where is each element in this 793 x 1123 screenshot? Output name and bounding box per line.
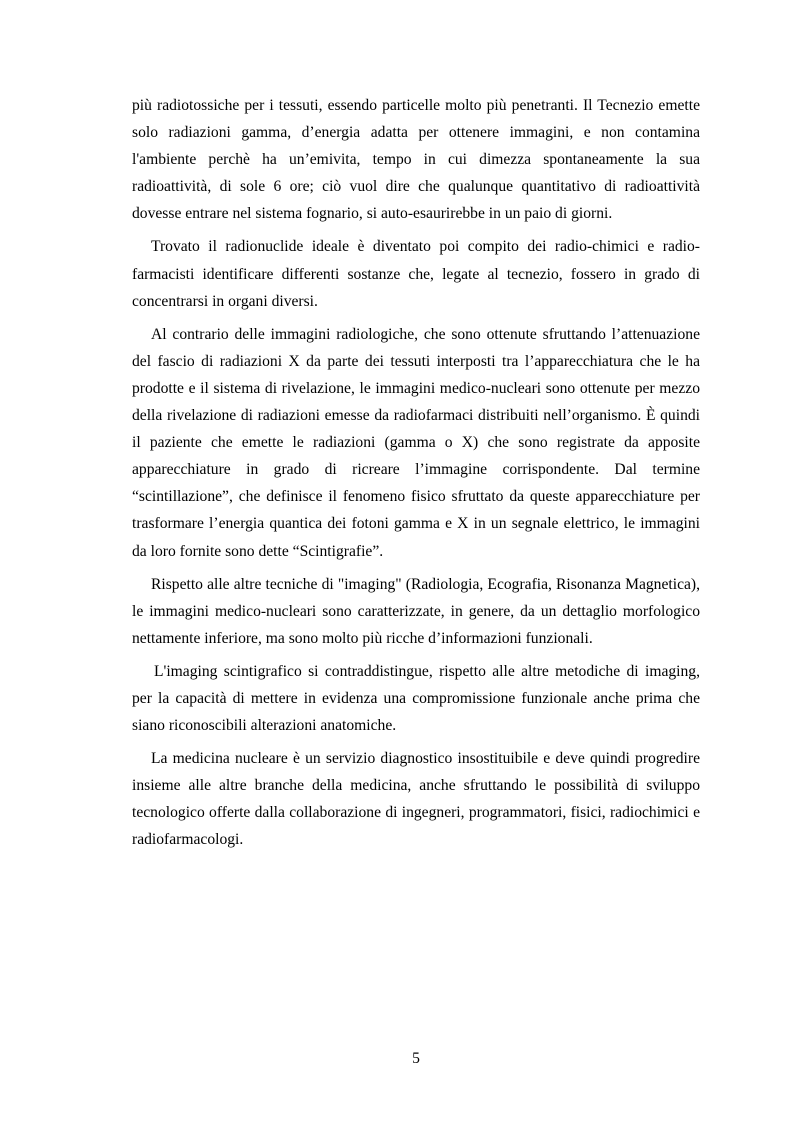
paragraph-2: Trovato il radionuclide ideale è diventato poi compito dei radio-chimici e radio-farmacisti identificare differenti sostanze che, legate al tecnezio, fossero in grado di concentrarsi in organi diversi. bbox=[132, 238, 700, 310]
paragraph-6: La medicina nucleare è un servizio diagnostico insostituibile e deve quindi progredire insieme alle altre branche della medicina, anche sfruttando le possibilità di sviluppo tecnologico offerte dalla collaborazione di ingegneri, programmatori, fisici, radiochimici e radiofarmacologi. bbox=[132, 750, 700, 849]
paragraph-4: Rispetto alle altre tecniche di "imaging" (Radiologia, Ecografia, Risonanza Magnetica), le immagini medico-nucleari sono caratterizzate, in genere, da un dettaglio morfologico nettamente inferiore, ma sono molto più ricche d’informazioni funzionali. bbox=[132, 575, 700, 647]
page-number: 5 bbox=[412, 1050, 420, 1067]
paragraph-1: più radiotossiche per i tessuti, essendo particelle molto più penetranti. Il Tecnezio emette solo radiazioni gamma, d’energia adatta per ottenere immagini, e non contamina l'ambiente perchè ha un’emivita, tempo in cui dimezza spontaneamente la sua radioattività, di sole 6 ore; ciò vuol dire che qualunque quantitativo di radioattività dovesse entrare nel sistema fognario, si auto-esaurirebbe in un paio di giorni. bbox=[132, 97, 700, 223]
paragraph-5: L'imaging scintigrafico si contraddistingue, rispetto alle altre metodiche di imaging, per la capacità di mettere in evidenza una compromissione funzionale anche prima che siano riconoscibili alterazioni anatomiche. bbox=[132, 662, 700, 735]
body-text bbox=[132, 92, 700, 860]
paragraph-3: Al contrario delle immagini radiologiche, che sono ottenute sfruttando l’attenuazione del fascio di radiazioni X da parte dei tessuti interposti tra l’apparecchiatura che le ha prodotte e il sistema di rivelazione, le immagini medico-nucleari sono ottenute per mezzo della rivelazione di radiazioni emesse da radiofarmaci distribuiti nell’organismo. È quindi il paziente che emette le radiazioni (gamma o X) che sono registrate da apposite apparecchiature in grado di ricreare l’immagine corrispondente. Dal termine “scintillazione”, che definisce il fenomeno fisico sfruttato da queste apparecchiature per trasformare l’energia quantica dei fotoni gamma e X in un segnale elettrico, le immagini da loro fornite sono dette “Scintigrafie”. bbox=[132, 325, 700, 560]
